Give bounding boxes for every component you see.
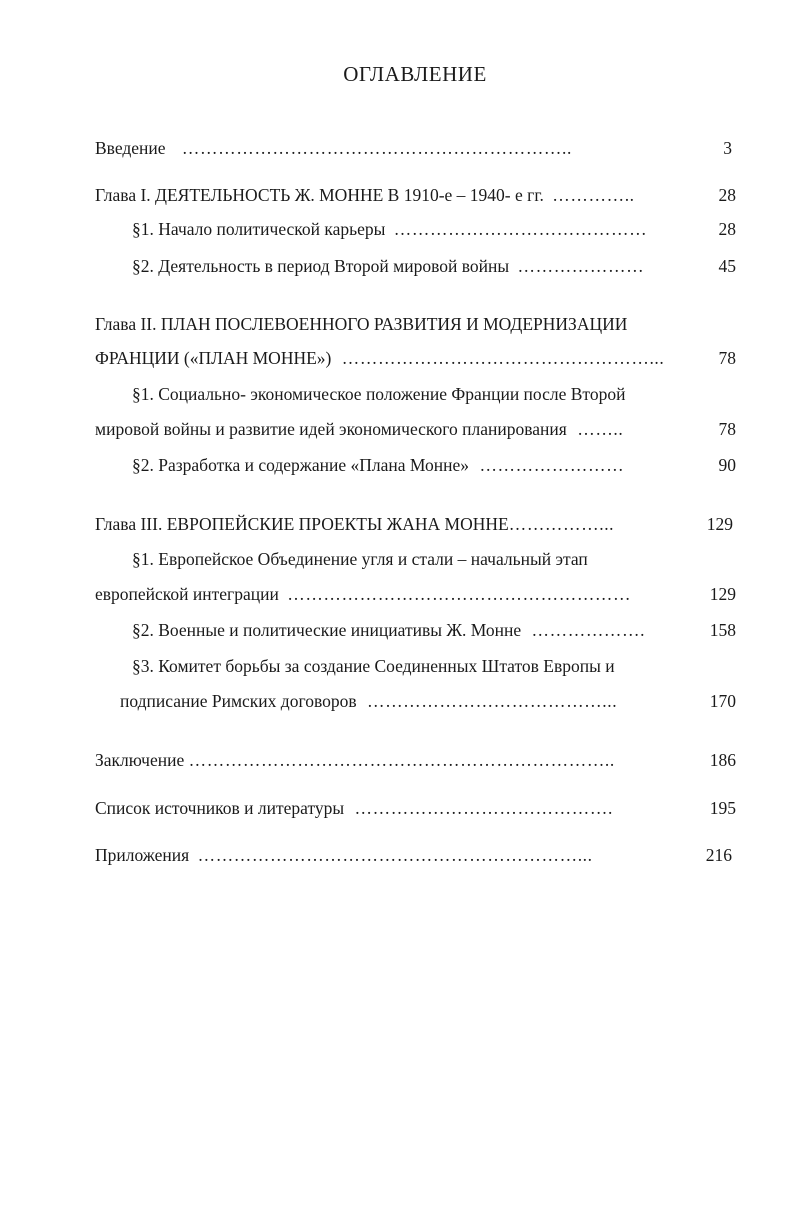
toc-entry-chapter-2-section-1-continued	[95, 418, 623, 440]
toc-page-number: 170	[709, 691, 736, 711]
toc-entry-label: подписание Римских договоров	[120, 691, 357, 711]
toc-entry-chapter-2-section-2	[132, 454, 624, 476]
toc-leader-dots: …………………………………...	[366, 691, 618, 711]
toc-entry-chapter-3-section-2	[132, 619, 645, 641]
toc-entry-chapter-1-section-1	[132, 218, 647, 240]
toc-page-number: 28	[718, 219, 736, 239]
toc-entry-label: Глава II. ПЛАН ПОСЛЕВОЕННОГО РАЗВИТИЯ И МОДЕРНИЗАЦИИ	[95, 314, 628, 334]
toc-entry-label: Список источников и литературы	[95, 798, 345, 818]
toc-entry-sources	[95, 797, 613, 819]
toc-entry-chapter-3-section-3	[132, 655, 615, 677]
toc-entry-chapter-1	[95, 184, 635, 206]
toc-page-number: 90	[718, 455, 736, 475]
toc-entry-label: §1. Начало политической карьеры	[132, 219, 386, 239]
toc-leader-dots: ……………………………………………………………..	[188, 750, 615, 770]
toc-entry-chapter-3-section-3-continued	[120, 690, 617, 712]
toc-entry-label: §2. Разработка и содержание «Плана Монне»	[132, 455, 470, 475]
toc-entry-chapter-2-continued	[95, 347, 664, 369]
toc-entry-label: §2. Деятельность в период Второй мировой войны	[132, 256, 510, 276]
toc-leader-dots: …………………	[517, 256, 645, 276]
toc-page-number: 78	[718, 348, 736, 368]
toc-leader-dots: ……………...	[508, 514, 615, 534]
toc-page-number: 186	[709, 750, 736, 770]
toc-page-number: 78	[718, 419, 736, 439]
toc-entry-label: Приложения	[95, 845, 190, 865]
toc-entry-label: §1. Социально- экономическое положение Франции после Второй	[132, 384, 626, 404]
toc-entry-label: ФРАНЦИИ («ПЛАН МОННЕ»)	[95, 348, 332, 368]
toc-entry-conclusion	[95, 749, 615, 771]
toc-leader-dots: …………………………………………………	[287, 584, 632, 604]
toc-entry-appendices	[95, 844, 593, 866]
toc-leader-dots: ……..	[577, 419, 624, 439]
toc-leader-dots: ……………………………………	[393, 219, 648, 239]
toc-leader-dots: ……………………………………………...	[341, 348, 665, 368]
toc-entry-chapter-3-section-1	[132, 548, 588, 570]
toc-leader-dots: …………..	[552, 185, 635, 205]
toc-entry-introduction	[95, 137, 572, 159]
toc-page-number: 158	[709, 620, 736, 640]
toc-entry-chapter-2	[95, 313, 627, 335]
toc-page-number: 129	[709, 584, 736, 604]
toc-entry-chapter-3-section-1-continued	[95, 583, 631, 605]
toc-heading: ОГЛАВЛЕНИЕ	[343, 62, 487, 86]
toc-page-number: 45	[718, 256, 736, 276]
toc-leader-dots: ……………………	[479, 455, 625, 475]
toc-leader-dots: ………………………………………………………...	[197, 845, 593, 865]
toc-entry-label: мировой войны и развитие идей экономического планирования	[95, 419, 567, 439]
toc-page-number: 3	[723, 138, 732, 158]
toc-entry-label: Заключение	[95, 750, 185, 770]
toc-entry-chapter-3	[95, 513, 614, 535]
toc-entry-label: Введение	[95, 138, 166, 158]
toc-page-number: 129	[706, 514, 733, 534]
toc-entry-label: Глава I. ДЕЯТЕЛЬНОСТЬ Ж. МОННЕ В 1910-е – 1940- е гг.	[95, 185, 544, 205]
toc-entry-label: Глава III. ЕВРОПЕЙСКИЕ ПРОЕКТЫ ЖАНА МОННЕ	[95, 514, 509, 534]
toc-leader-dots: ……………….	[531, 620, 646, 640]
toc-entry-label: европейской интеграции	[95, 584, 279, 604]
toc-entry-label: §2. Военные и политические инициативы Ж. Монне	[132, 620, 522, 640]
toc-entry-label: §3. Комитет борьбы за создание Соединенных Штатов Европы и	[132, 656, 615, 676]
toc-page-number: 216	[705, 845, 732, 865]
toc-page-number: 28	[718, 185, 736, 205]
toc-leader-dots: ………………………………………………………..	[181, 138, 572, 158]
toc-entry-chapter-2-section-1	[132, 383, 625, 405]
toc-entry-chapter-1-section-2	[132, 255, 644, 277]
toc-leader-dots: …………………………………….	[354, 798, 613, 818]
toc-entry-label: §1. Европейское Объединение угля и стали – начальный этап	[132, 549, 588, 569]
toc-page-number: 195	[709, 798, 736, 818]
